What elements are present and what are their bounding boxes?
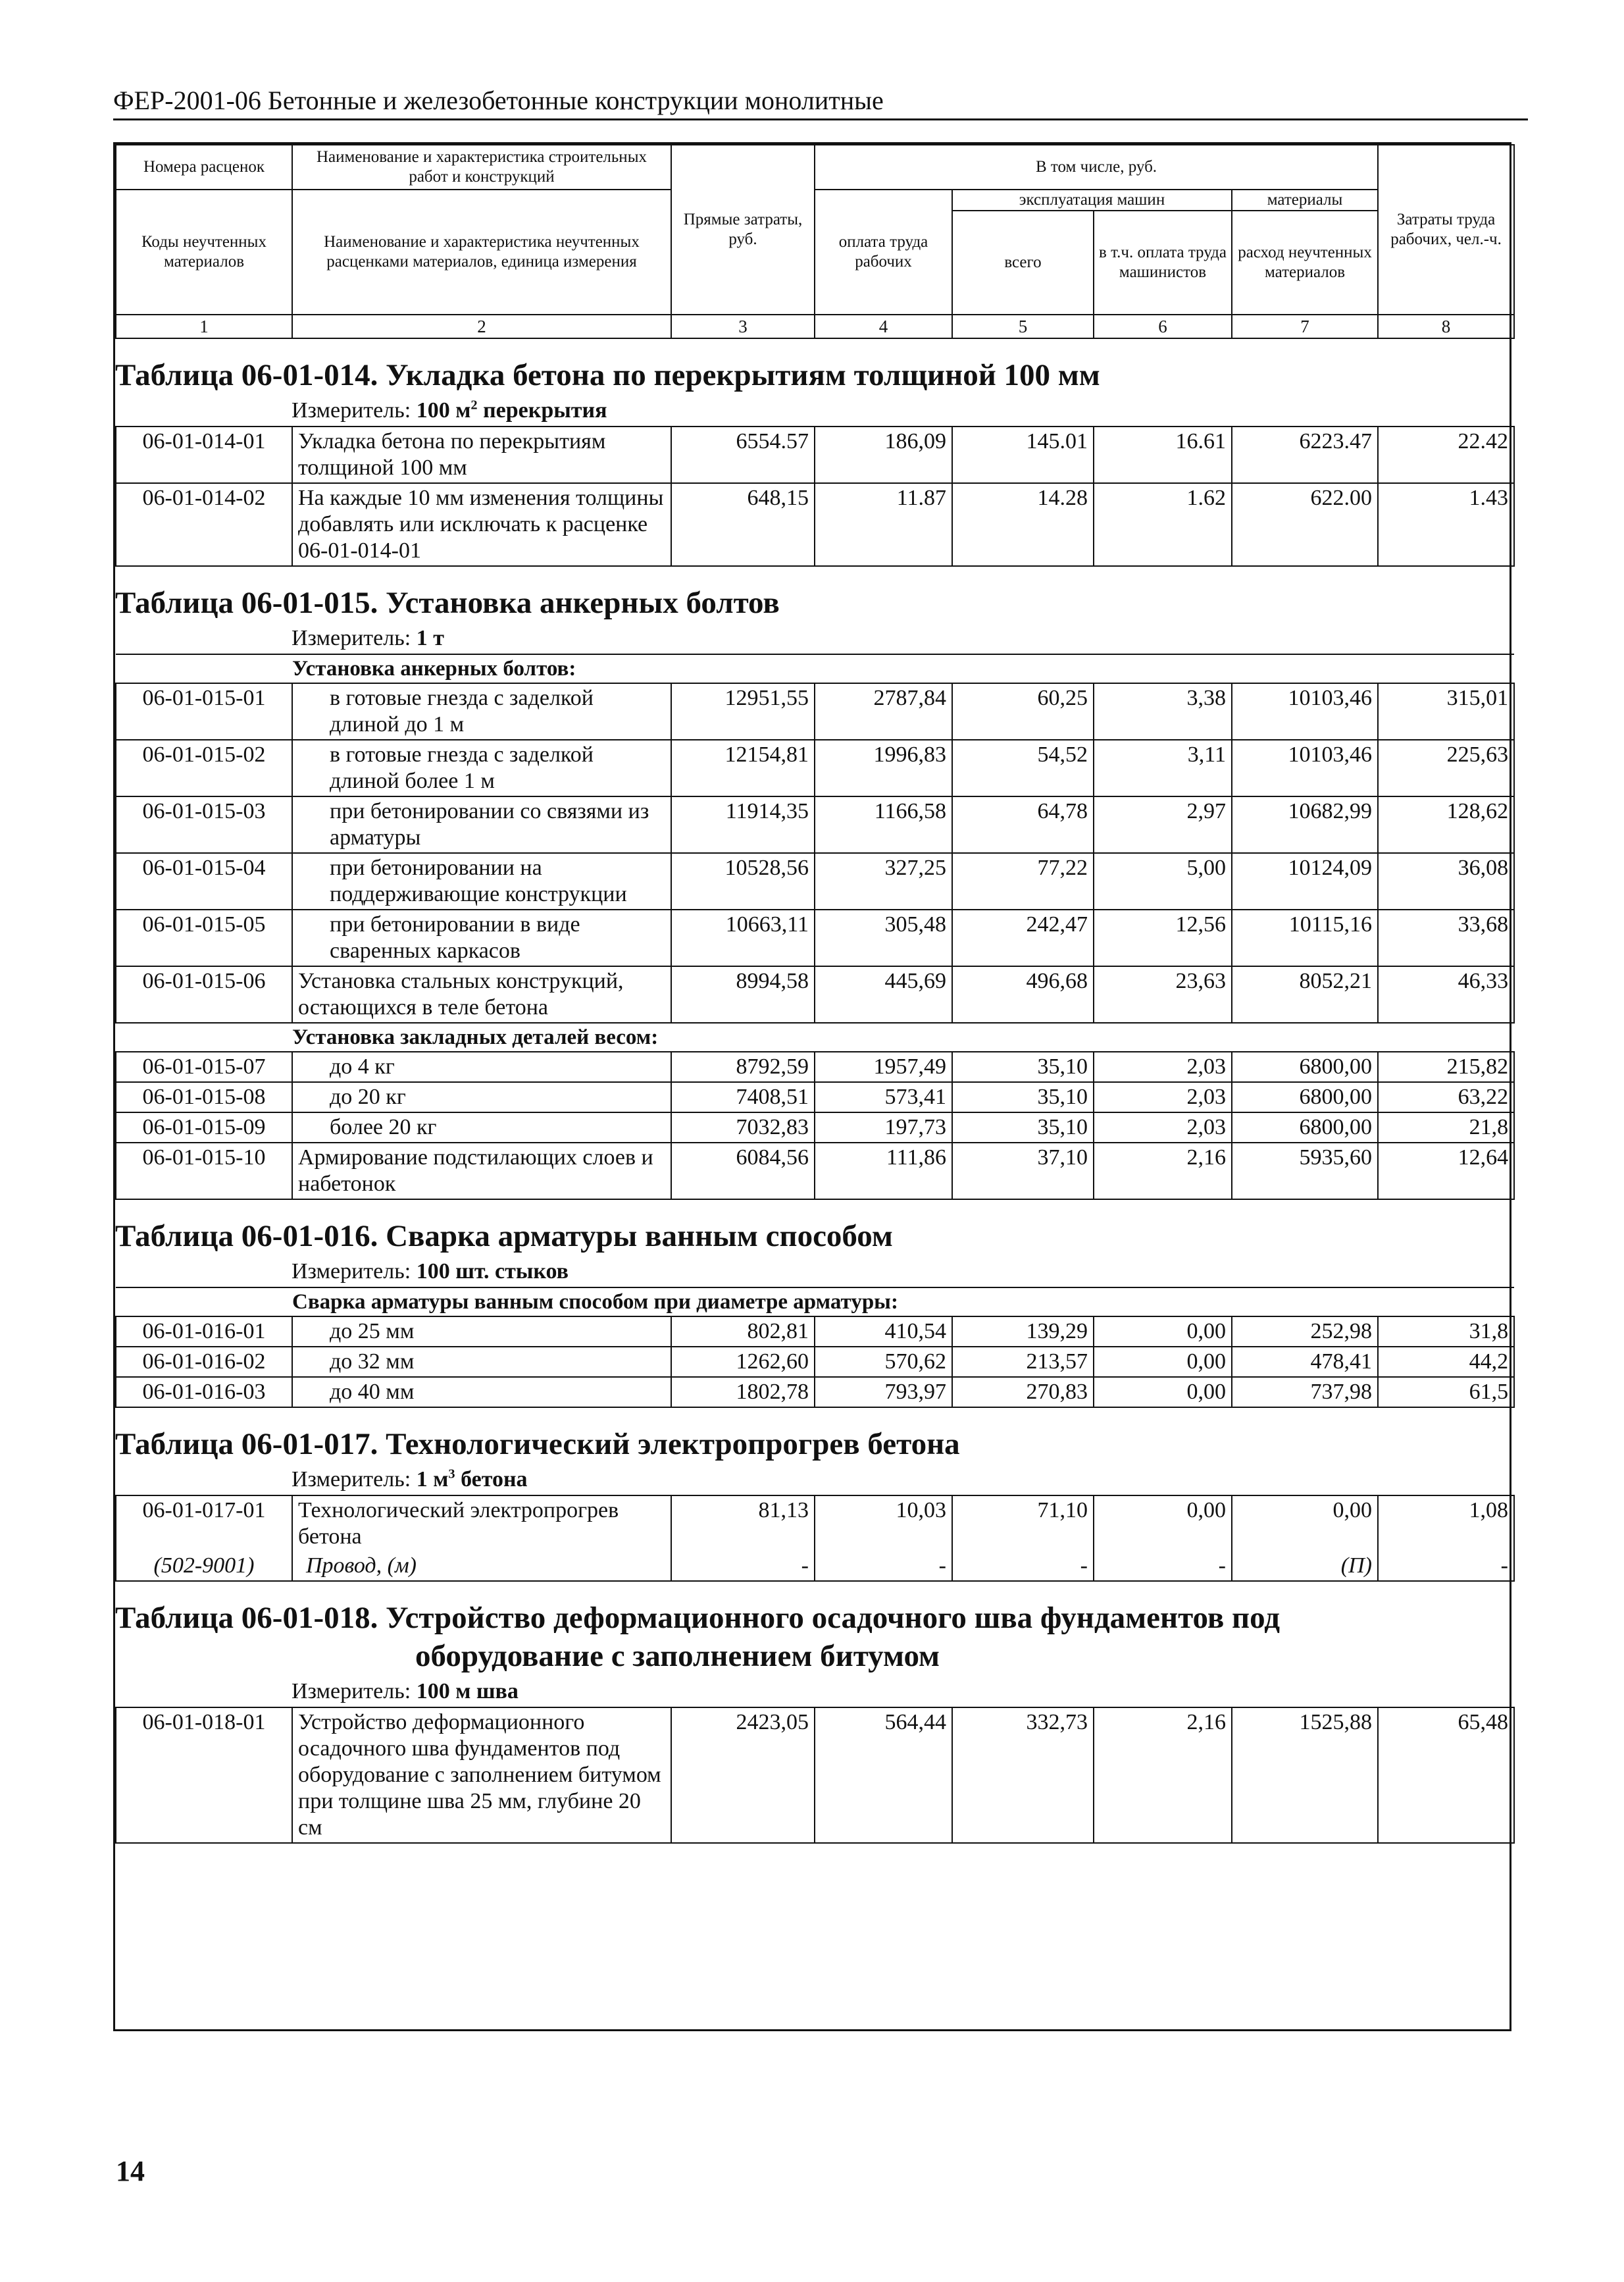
machines-total: 145.01 xyxy=(952,427,1094,483)
rate-name: Установка стальных конструкций, остающихся в теле бетона xyxy=(292,966,671,1023)
col-num-4: 4 xyxy=(815,315,952,338)
measure-unit: Измеритель: 1 т xyxy=(292,626,444,650)
machinist-pay: 2,03 xyxy=(1094,1052,1232,1082)
table-row xyxy=(116,1347,1514,1377)
labor-hours: 1,08 xyxy=(1378,1495,1514,1551)
table-row xyxy=(116,796,1514,853)
section-06-01-014 xyxy=(115,356,1510,567)
col-labor-hours: Затраты труда рабочих, чел.-ч. xyxy=(1378,145,1514,315)
machinist-pay: 12,56 xyxy=(1094,910,1232,966)
machines-total: 14.28 xyxy=(952,483,1094,566)
worker-pay: 1957,49 xyxy=(815,1052,952,1082)
machines-total: 242,47 xyxy=(952,910,1094,966)
table-row xyxy=(116,853,1514,910)
rate-code: 06-01-015-08 xyxy=(116,1082,292,1112)
subheading: Установка закладных деталей весом: xyxy=(116,1023,1514,1052)
direct-cost: 6554.57 xyxy=(671,427,815,483)
rate-code: 06-01-018-01 xyxy=(116,1707,292,1843)
worker-pay: 410,54 xyxy=(815,1316,952,1347)
materials-cost: 478,41 xyxy=(1232,1347,1378,1377)
rate-code: 06-01-015-02 xyxy=(116,740,292,796)
direct-cost: 8994,58 xyxy=(671,966,815,1023)
direct-cost: 12951,55 xyxy=(671,683,815,740)
subheading: Установка анкерных болтов: xyxy=(116,654,1514,683)
materials-cost: 8052,21 xyxy=(1232,966,1378,1023)
table-row xyxy=(116,910,1514,966)
labor-hours: 21,8 xyxy=(1378,1112,1514,1143)
col-num-1: 1 xyxy=(116,315,292,338)
col-machines-total: всего xyxy=(952,211,1094,315)
labor-hours: 315,01 xyxy=(1378,683,1514,740)
rate-name: до 4 кг xyxy=(292,1052,671,1082)
table-row xyxy=(116,1377,1514,1407)
col-material-names: Наименование и характеристика неучтенных расценками материалов, единица измерения xyxy=(292,190,671,315)
col-num-6: 6 xyxy=(1094,315,1232,338)
worker-pay: 186,09 xyxy=(815,427,952,483)
table-row xyxy=(116,1082,1514,1112)
worker-pay: 570,62 xyxy=(815,1347,952,1377)
labor-hours: 22.42 xyxy=(1378,427,1514,483)
rate-code: 06-01-015-10 xyxy=(116,1143,292,1199)
section-title: Таблица 06-01-016. Сварка арматуры ванным способом xyxy=(115,1219,893,1253)
machinist-pay: 2,16 xyxy=(1094,1143,1232,1199)
machines-total: 54,52 xyxy=(952,740,1094,796)
materials-cost: 5935,60 xyxy=(1232,1143,1378,1199)
measure-unit: Измеритель: 100 $м^2$ перекрытия xyxy=(292,398,607,423)
machinist-pay: 0,00 xyxy=(1094,1377,1232,1407)
col-machines-header: эксплуатация машин xyxy=(952,190,1232,211)
rate-name: более 20 кг xyxy=(292,1112,671,1143)
direct-cost: 2423,05 xyxy=(671,1707,815,1843)
subheading-row xyxy=(116,1023,1514,1052)
machines-total: 332,73 xyxy=(952,1707,1094,1843)
price-table-frame xyxy=(113,142,1511,2031)
machines-total: 213,57 xyxy=(952,1347,1094,1377)
table-row xyxy=(116,427,1514,483)
machines-total: 64,78 xyxy=(952,796,1094,853)
worker-pay: 10,03 xyxy=(815,1495,952,1551)
machinist-pay: 1.62 xyxy=(1094,483,1232,566)
col-direct-cost: Прямые затраты, руб. xyxy=(671,145,815,315)
labor-hours: 225,63 xyxy=(1378,740,1514,796)
worker-pay: 197,73 xyxy=(815,1112,952,1143)
table-row xyxy=(116,1052,1514,1082)
labor-hours: 128,62 xyxy=(1378,796,1514,853)
col-num-5: 5 xyxy=(952,315,1094,338)
rate-code: 06-01-016-02 xyxy=(116,1347,292,1377)
table-row xyxy=(116,683,1514,740)
worker-pay: 11.87 xyxy=(815,483,952,566)
direct-cost: 81,13 xyxy=(671,1495,815,1551)
section-06-01-018 xyxy=(115,1599,1510,1844)
machines-total: 139,29 xyxy=(952,1316,1094,1347)
table-row xyxy=(116,1112,1514,1143)
worker-pay: 793,97 xyxy=(815,1377,952,1407)
materials-cost: 10115,16 xyxy=(1232,910,1378,966)
worker-pay: 327,25 xyxy=(815,853,952,910)
rate-name: Технологический электропрогрев бетона xyxy=(292,1495,671,1551)
machines-total: 270,83 xyxy=(952,1377,1094,1407)
rate-name: до 25 мм xyxy=(292,1316,671,1347)
column-header xyxy=(115,144,1515,339)
machinist-pay: 5,00 xyxy=(1094,853,1232,910)
table-row xyxy=(116,740,1514,796)
subheading-row xyxy=(116,654,1514,683)
material-row xyxy=(116,1551,1514,1581)
rate-name: до 20 кг xyxy=(292,1082,671,1112)
rates-table xyxy=(115,426,1515,567)
materials-cost: 6800,00 xyxy=(1232,1052,1378,1082)
direct-cost: 7032,83 xyxy=(671,1112,815,1143)
col-machinist-pay: в т.ч. оплата труда машинистов xyxy=(1094,211,1232,315)
direct-cost: 11914,35 xyxy=(671,796,815,853)
rate-code: 06-01-014-02 xyxy=(116,483,292,566)
rate-code: 06-01-016-03 xyxy=(116,1377,292,1407)
measure-unit: Измеритель: 100 м шва xyxy=(292,1679,519,1703)
subheading: Сварка арматуры ванным способом при диаметре арматуры: xyxy=(116,1287,1514,1316)
materials-cost: (П) xyxy=(1232,1551,1378,1581)
col-material-codes: Коды неучтенных материалов xyxy=(116,190,292,315)
direct-cost: 7408,51 xyxy=(671,1082,815,1112)
direct-cost: 1262,60 xyxy=(671,1347,815,1377)
machinist-pay: 2,03 xyxy=(1094,1112,1232,1143)
direct-cost: 802,81 xyxy=(671,1316,815,1347)
worker-pay: 1166,58 xyxy=(815,796,952,853)
rate-name: в готовые гнезда с заделкой длиной до 1 м xyxy=(292,683,671,740)
rate-name: до 40 мм xyxy=(292,1377,671,1407)
direct-cost: 648,15 xyxy=(671,483,815,566)
col-name-header: Наименование и характеристика строительных работ и конструкций xyxy=(292,145,671,190)
worker-pay: 445,69 xyxy=(815,966,952,1023)
rates-table xyxy=(115,1287,1515,1408)
worker-pay: 305,48 xyxy=(815,910,952,966)
machinist-pay: 23,63 xyxy=(1094,966,1232,1023)
rate-code: 06-01-015-01 xyxy=(116,683,292,740)
col-worker-pay: оплата труда рабочих xyxy=(815,190,952,315)
col-material-consumption: расход неучтенных материалов xyxy=(1232,211,1378,315)
rate-name: На каждые 10 мм изменения толщины добавлять или исключать к расценке 06-01-014-01 xyxy=(292,483,671,566)
material-code: (502-9001) xyxy=(116,1551,292,1581)
machines-total: 35,10 xyxy=(952,1082,1094,1112)
materials-cost: 737,98 xyxy=(1232,1377,1378,1407)
measure-unit: Измеритель: 100 шт. стыков xyxy=(292,1259,569,1284)
col-num-2: 2 xyxy=(292,315,671,338)
labor-hours: 215,82 xyxy=(1378,1052,1514,1082)
labor-hours: 33,68 xyxy=(1378,910,1514,966)
machines-total: 77,22 xyxy=(952,853,1094,910)
materials-cost: 6223.47 xyxy=(1232,427,1378,483)
machines-total: 60,25 xyxy=(952,683,1094,740)
labor-hours: 44,2 xyxy=(1378,1347,1514,1377)
machinist-pay: 2,97 xyxy=(1094,796,1232,853)
section-06-01-016 xyxy=(115,1217,1510,1408)
machinist-pay: - xyxy=(1094,1551,1232,1581)
direct-cost: - xyxy=(671,1551,815,1581)
worker-pay: 2787,84 xyxy=(815,683,952,740)
rate-code: 06-01-015-09 xyxy=(116,1112,292,1143)
machinist-pay: 0,00 xyxy=(1094,1495,1232,1551)
labor-hours: 63,22 xyxy=(1378,1082,1514,1112)
labor-hours: 61,5 xyxy=(1378,1377,1514,1407)
col-num-3: 3 xyxy=(671,315,815,338)
rate-code: 06-01-015-05 xyxy=(116,910,292,966)
rates-table xyxy=(115,1707,1515,1844)
rate-code: 06-01-017-01 xyxy=(116,1495,292,1551)
rate-name: в готовые гнезда с заделкой длиной более 1 м xyxy=(292,740,671,796)
measure-unit: Измеритель: 1 $м^3$ бетона xyxy=(292,1466,528,1491)
worker-pay: 573,41 xyxy=(815,1082,952,1112)
materials-cost: 622.00 xyxy=(1232,483,1378,566)
materials-cost: 6800,00 xyxy=(1232,1112,1378,1143)
labor-hours: - xyxy=(1378,1551,1514,1581)
machines-total: 37,10 xyxy=(952,1143,1094,1199)
rate-code: 06-01-015-03 xyxy=(116,796,292,853)
machinist-pay: 3,11 xyxy=(1094,740,1232,796)
machinist-pay: 16.61 xyxy=(1094,427,1232,483)
material-name: Провод, (м) xyxy=(292,1551,671,1581)
table-row xyxy=(116,483,1514,566)
machines-total: - xyxy=(952,1551,1094,1581)
col-num-7: 7 xyxy=(1232,315,1378,338)
materials-cost: 6800,00 xyxy=(1232,1082,1378,1112)
rate-name: при бетонировании со связями из арматуры xyxy=(292,796,671,853)
rate-code: 06-01-015-06 xyxy=(116,966,292,1023)
machinist-pay: 2,03 xyxy=(1094,1082,1232,1112)
machines-total: 35,10 xyxy=(952,1112,1094,1143)
worker-pay: - xyxy=(815,1551,952,1581)
rates-table xyxy=(115,654,1515,1200)
materials-cost: 10103,46 xyxy=(1232,683,1378,740)
section-06-01-015 xyxy=(115,584,1510,1200)
section-title: Таблица 06-01-017. Технологический электропрогрев бетона xyxy=(115,1427,960,1461)
rate-code: 06-01-015-04 xyxy=(116,853,292,910)
labor-hours: 12,64 xyxy=(1378,1143,1514,1199)
machinist-pay: 2,16 xyxy=(1094,1707,1232,1843)
materials-cost: 0,00 xyxy=(1232,1495,1378,1551)
table-row xyxy=(116,1143,1514,1199)
table-row xyxy=(116,1707,1514,1843)
direct-cost: 6084,56 xyxy=(671,1143,815,1199)
rate-code: 06-01-015-07 xyxy=(116,1052,292,1082)
page-number: 14 xyxy=(116,2155,145,2187)
machinist-pay: 3,38 xyxy=(1094,683,1232,740)
rate-name: при бетонировании в виде сваренных каркасов xyxy=(292,910,671,966)
rate-name: Устройство деформационного осадочного шва фундаментов под оборудование с заполнением битумом при толщине шва 25 мм, глубине 20 см xyxy=(292,1707,671,1843)
machinist-pay: 0,00 xyxy=(1094,1347,1232,1377)
labor-hours: 36,08 xyxy=(1378,853,1514,910)
rate-name: при бетонировании на поддерживающие конструкции xyxy=(292,853,671,910)
machinist-pay: 0,00 xyxy=(1094,1316,1232,1347)
worker-pay: 111,86 xyxy=(815,1143,952,1199)
materials-cost: 252,98 xyxy=(1232,1316,1378,1347)
labor-hours: 31,8 xyxy=(1378,1316,1514,1347)
labor-hours: 1.43 xyxy=(1378,483,1514,566)
col-codes-header: Номера расценок xyxy=(116,145,292,190)
table-row xyxy=(116,1495,1514,1551)
section-title: Таблица 06-01-018. Устройство деформационного осадочного шва фундаментов под оборудование с заполнением битумом xyxy=(115,1601,1281,1673)
labor-hours: 46,33 xyxy=(1378,966,1514,1023)
machines-total: 71,10 xyxy=(952,1495,1094,1551)
materials-cost: 10103,46 xyxy=(1232,740,1378,796)
rate-code: 06-01-014-01 xyxy=(116,427,292,483)
subheading-row xyxy=(116,1287,1514,1316)
rate-name: Армирование подстилающих слоев и набетонок xyxy=(292,1143,671,1199)
section-title: Таблица 06-01-015. Установка анкерных болтов xyxy=(115,586,780,620)
materials-cost: 10124,09 xyxy=(1232,853,1378,910)
rate-code: 06-01-016-01 xyxy=(116,1316,292,1347)
col-num-8: 8 xyxy=(1378,315,1514,338)
direct-cost: 8792,59 xyxy=(671,1052,815,1082)
rate-name: Укладка бетона по перекрытиям толщиной 100 мм xyxy=(292,427,671,483)
direct-cost: 1802,78 xyxy=(671,1377,815,1407)
rates-table xyxy=(115,1495,1515,1582)
page-header: ФЕР-2001-06 Бетонные и железобетонные конструкции монолитные xyxy=(113,84,1528,120)
materials-cost: 10682,99 xyxy=(1232,796,1378,853)
col-materials-header: материалы xyxy=(1232,190,1378,211)
direct-cost: 10663,11 xyxy=(671,910,815,966)
worker-pay: 564,44 xyxy=(815,1707,952,1843)
section-title: Таблица 06-01-014. Укладка бетона по перекрытиям толщиной 100 мм xyxy=(115,358,1100,392)
section-06-01-017 xyxy=(115,1425,1510,1582)
worker-pay: 1996,83 xyxy=(815,740,952,796)
col-incl-header: В том числе, руб. xyxy=(815,145,1378,190)
machines-total: 496,68 xyxy=(952,966,1094,1023)
direct-cost: 10528,56 xyxy=(671,853,815,910)
table-row xyxy=(116,966,1514,1023)
table-row xyxy=(116,1316,1514,1347)
direct-cost: 12154,81 xyxy=(671,740,815,796)
machines-total: 35,10 xyxy=(952,1052,1094,1082)
materials-cost: 1525,88 xyxy=(1232,1707,1378,1843)
rate-name: до 32 мм xyxy=(292,1347,671,1377)
labor-hours: 65,48 xyxy=(1378,1707,1514,1843)
